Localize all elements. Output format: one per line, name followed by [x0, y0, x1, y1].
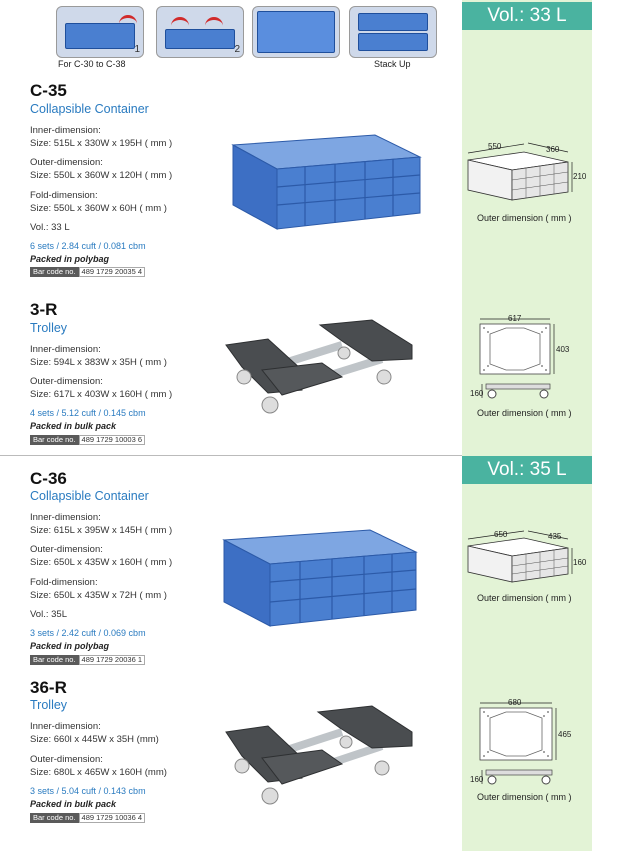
outer-label: Outer-dimension: — [30, 157, 103, 168]
outer-label: Outer-dimension: — [30, 754, 103, 765]
fold-step-1-image: 1 — [56, 6, 144, 58]
dimension-caption: Outer dimension ( mm ) — [477, 593, 572, 603]
svg-text:210: 210 — [573, 172, 587, 181]
outer-size: Size: 617L x 403W x 160H ( mm ) — [30, 389, 173, 400]
fold-step-2-image: 2 — [156, 6, 244, 58]
trolley-36r-image — [222, 700, 422, 812]
inner-size: Size: 515L x 330W x 195H ( mm ) — [30, 138, 173, 149]
fold-label: Fold-dimension: — [30, 577, 98, 588]
barcode: Bar code no. 489 1729 20036 1 — [30, 655, 145, 665]
outer-size: Size: 680L x 465W x 160H (mm) — [30, 767, 167, 778]
c36-crate-image — [220, 522, 420, 630]
fold-detail-image — [252, 6, 340, 58]
product-code: 36-R — [30, 678, 67, 697]
c35-crate-image — [225, 125, 425, 235]
dimension-caption: Outer dimension ( mm ) — [477, 408, 572, 418]
inner-size: Size: 594L x 383W x 35H ( mm ) — [30, 357, 167, 368]
packing-type: Packed in bulk pack — [30, 421, 117, 431]
product-name: Collapsible Container — [30, 102, 149, 116]
dimension-caption: Outer dimension ( mm ) — [477, 792, 572, 802]
barcode: Bar code no. 489 1729 20035 4 — [30, 267, 145, 277]
inner-size: Size: 660l x 445W x 35H (mm) — [30, 734, 159, 745]
outer-size: Size: 550L x 360W x 120H ( mm ) — [30, 170, 173, 181]
svg-text:650: 650 — [494, 530, 508, 539]
svg-text:160: 160 — [470, 389, 484, 398]
svg-text:435: 435 — [548, 532, 562, 541]
fold-size: Size: 550L x 360W x 60H ( mm ) — [30, 203, 167, 214]
barcode: Bar code no. 489 1729 10036 4 — [30, 813, 145, 823]
inner-label: Inner-dimension: — [30, 721, 101, 732]
section-divider — [0, 455, 462, 456]
barcode: Bar code no. 489 1729 10003 6 — [30, 435, 145, 445]
volume: Vol.: 35L — [30, 609, 67, 620]
svg-text:360: 360 — [546, 145, 560, 154]
volume-tab-c36: Vol.: 35 L — [462, 456, 592, 484]
trolley-3r-image — [222, 315, 422, 425]
pack-info: 4 sets / 5.12 cuft / 0.145 cbm — [30, 408, 146, 418]
c36-dimension-drawing — [464, 528, 590, 602]
packing-type: Packed in bulk pack — [30, 799, 117, 809]
fold-label: Fold-dimension: — [30, 190, 98, 201]
dimension-caption: Outer dimension ( mm ) — [477, 213, 572, 223]
trolley-3r-dimension-drawing — [470, 312, 582, 408]
product-name: Collapsible Container — [30, 489, 149, 503]
svg-text:680: 680 — [508, 698, 522, 707]
svg-text:550: 550 — [488, 142, 502, 151]
inner-size: Size: 615L x 395W x 145H ( mm ) — [30, 525, 173, 536]
packing-type: Packed in polybag — [30, 641, 110, 651]
volume-tab-c35: Vol.: 33 L — [462, 2, 592, 30]
product-name: Trolley — [30, 698, 68, 712]
product-name: Trolley — [30, 321, 68, 335]
outer-size: Size: 650L x 435W x 160H ( mm ) — [30, 557, 173, 568]
inner-label: Inner-dimension: — [30, 344, 101, 355]
svg-text:160: 160 — [573, 558, 587, 567]
stack-up-image — [349, 6, 437, 58]
pack-info: 6 sets / 2.84 cuft / 0.081 cbm — [30, 241, 146, 251]
svg-text:160: 160 — [470, 775, 484, 784]
volume: Vol.: 33 L — [30, 222, 70, 233]
svg-text:403: 403 — [556, 345, 570, 354]
fold-caption: For C-30 to C-38 — [58, 59, 126, 69]
outer-label: Outer-dimension: — [30, 376, 103, 387]
svg-text:617: 617 — [508, 314, 522, 323]
pack-info: 3 sets / 5.04 cuft / 0.143 cbm — [30, 786, 146, 796]
outer-label: Outer-dimension: — [30, 544, 103, 555]
svg-text:465: 465 — [558, 730, 572, 739]
pack-info: 3 sets / 2.42 cuft / 0.069 cbm — [30, 628, 146, 638]
trolley-36r-dimension-drawing — [470, 696, 582, 794]
product-code: 3-R — [30, 300, 58, 319]
c35-dimension-drawing — [464, 140, 590, 214]
packing-type: Packed in polybag — [30, 254, 110, 264]
fold-size: Size: 650L x 435W x 72H ( mm ) — [30, 590, 167, 601]
stack-caption: Stack Up — [374, 59, 411, 69]
product-code: C-36 — [30, 469, 67, 488]
inner-label: Inner-dimension: — [30, 125, 101, 136]
product-code: C-35 — [30, 81, 67, 100]
inner-label: Inner-dimension: — [30, 512, 101, 523]
